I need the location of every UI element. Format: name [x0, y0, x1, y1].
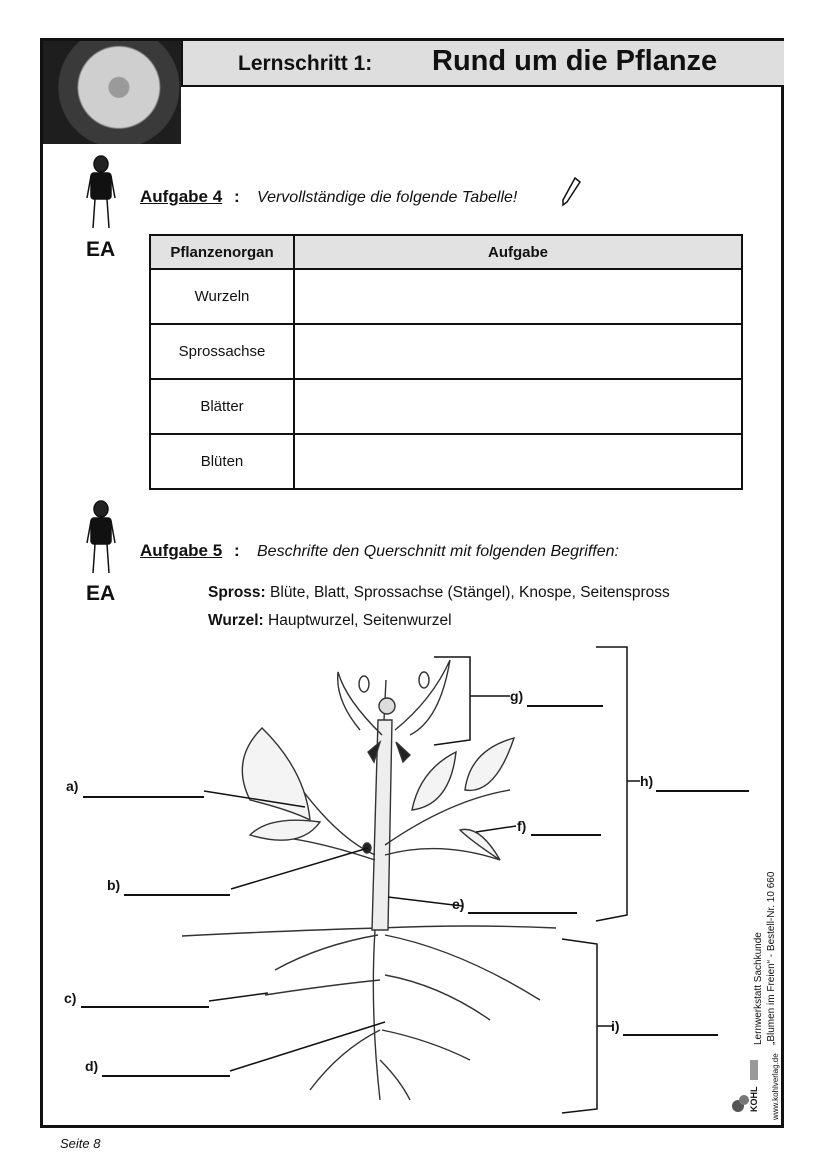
label-f: f) [517, 818, 527, 834]
spross-terms [208, 584, 670, 602]
table-row [150, 324, 742, 379]
table-header-row [150, 235, 742, 269]
task4-label: Aufgabe 4 [140, 187, 223, 206]
label-e: e) [452, 896, 465, 912]
label-g: g) [510, 688, 524, 704]
task-answer-cell[interactable] [294, 269, 742, 324]
label-b: b) [107, 877, 121, 893]
task4-instruction: Vervollständige die folgende Tabelle! [257, 189, 518, 206]
organ-cell: Sprossachse [150, 324, 294, 379]
spross-list: Blüte, Blatt, Sprossachse (Stängel), Knospe, Seitenspross [270, 584, 670, 601]
task-answer-cell[interactable] [294, 434, 742, 489]
organ-cell: Blätter [150, 379, 294, 434]
ea-badge: EA [86, 582, 116, 605]
task5-colon: : [234, 541, 240, 560]
person-icon [87, 501, 115, 573]
table-header-organ: Pflanzenorgan [150, 235, 294, 269]
task-answer-cell[interactable] [294, 324, 742, 379]
step-label: Lernschritt 1: [238, 52, 373, 75]
label-h: h) [640, 773, 654, 789]
order-number: „Blumen im Freien“ - Bestell-Nr. 10 660 [766, 871, 777, 1045]
publisher-name: KOHL [749, 1086, 759, 1112]
spross-label: Spross: [208, 584, 266, 601]
organ-cell: Wurzeln [150, 269, 294, 324]
person-icon [87, 156, 115, 228]
table-row [150, 379, 742, 434]
task-answer-cell[interactable] [294, 379, 742, 434]
page-number: Seite 8 [60, 1136, 101, 1151]
wurzel-label: Wurzel: [208, 612, 264, 629]
label-i: i) [611, 1018, 620, 1034]
task5-label: Aufgabe 5 [140, 541, 223, 560]
wurzel-list: Hauptwurzel, Seitenwurzel [268, 612, 452, 629]
organ-cell: Blüten [150, 434, 294, 489]
table-row [150, 434, 742, 489]
page-title: Rund um die Pflanze [432, 45, 718, 77]
pencil-icon [563, 178, 580, 205]
task4-colon: : [234, 187, 240, 206]
label-d: d) [85, 1058, 99, 1074]
label-a: a) [66, 778, 79, 794]
series-title: Lernwerkstatt Sachkunde [753, 932, 764, 1045]
answer-lines [81, 706, 749, 1076]
organ-table [149, 234, 743, 490]
task5-instruction: Beschrifte den Querschnitt mit folgenden Begriffen: [257, 543, 619, 560]
ea-badge: EA [86, 238, 116, 261]
plant-illustration [182, 647, 640, 1113]
publisher-url: www.kohlverlag.de [771, 1053, 780, 1120]
table-row [150, 269, 742, 324]
table-header-task: Aufgabe [294, 235, 742, 269]
wurzel-terms [208, 612, 452, 630]
label-c: c) [64, 990, 77, 1006]
